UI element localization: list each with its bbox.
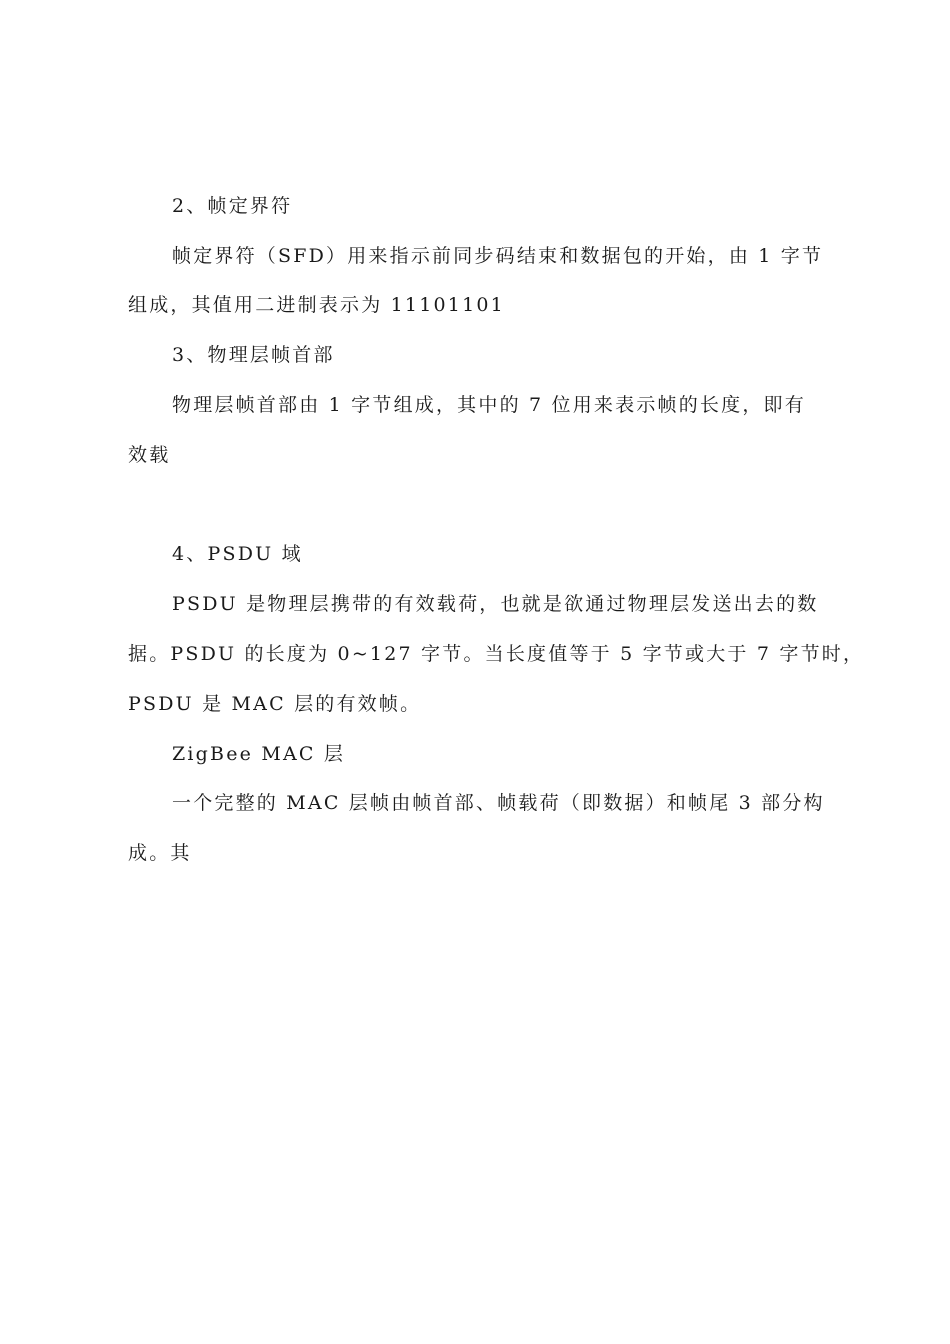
paragraph-line: 一个完整的 MAC 层帧由帧首部、帧载荷（即数据）和帧尾 3 部分构 (172, 792, 825, 814)
heading-zigbee-mac: ZigBee MAC 层 (172, 743, 346, 765)
paragraph-line: 据。PSDU 的长度为 0~127 字节。当长度值等于 5 字节或大于 7 字节时， (128, 643, 865, 665)
paragraph-line: 帧定界符（SFD）用来指示前同步码结束和数据包的开始，由 1 字节 (172, 245, 824, 267)
heading-psdu-field: 4、PSDU 域 (172, 543, 303, 565)
heading-frame-delimiter: 2、帧定界符 (172, 195, 293, 217)
paragraph-line: PSDU 是物理层携带的有效载荷，也就是欲通过物理层发送出去的数 (172, 593, 819, 615)
paragraph-line: 物理层帧首部由 1 字节组成，其中的 7 位用来表示帧的长度，即有 (172, 394, 806, 416)
paragraph-line: PSDU 是 MAC 层的有效帧。 (128, 693, 422, 715)
paragraph-line: 组成，其值用二进制表示为 11101101 (128, 294, 505, 316)
paragraph-line: 效载 (128, 444, 171, 466)
paragraph-line: 成。其 (128, 842, 192, 864)
heading-phy-header: 3、物理层帧首部 (172, 344, 335, 366)
